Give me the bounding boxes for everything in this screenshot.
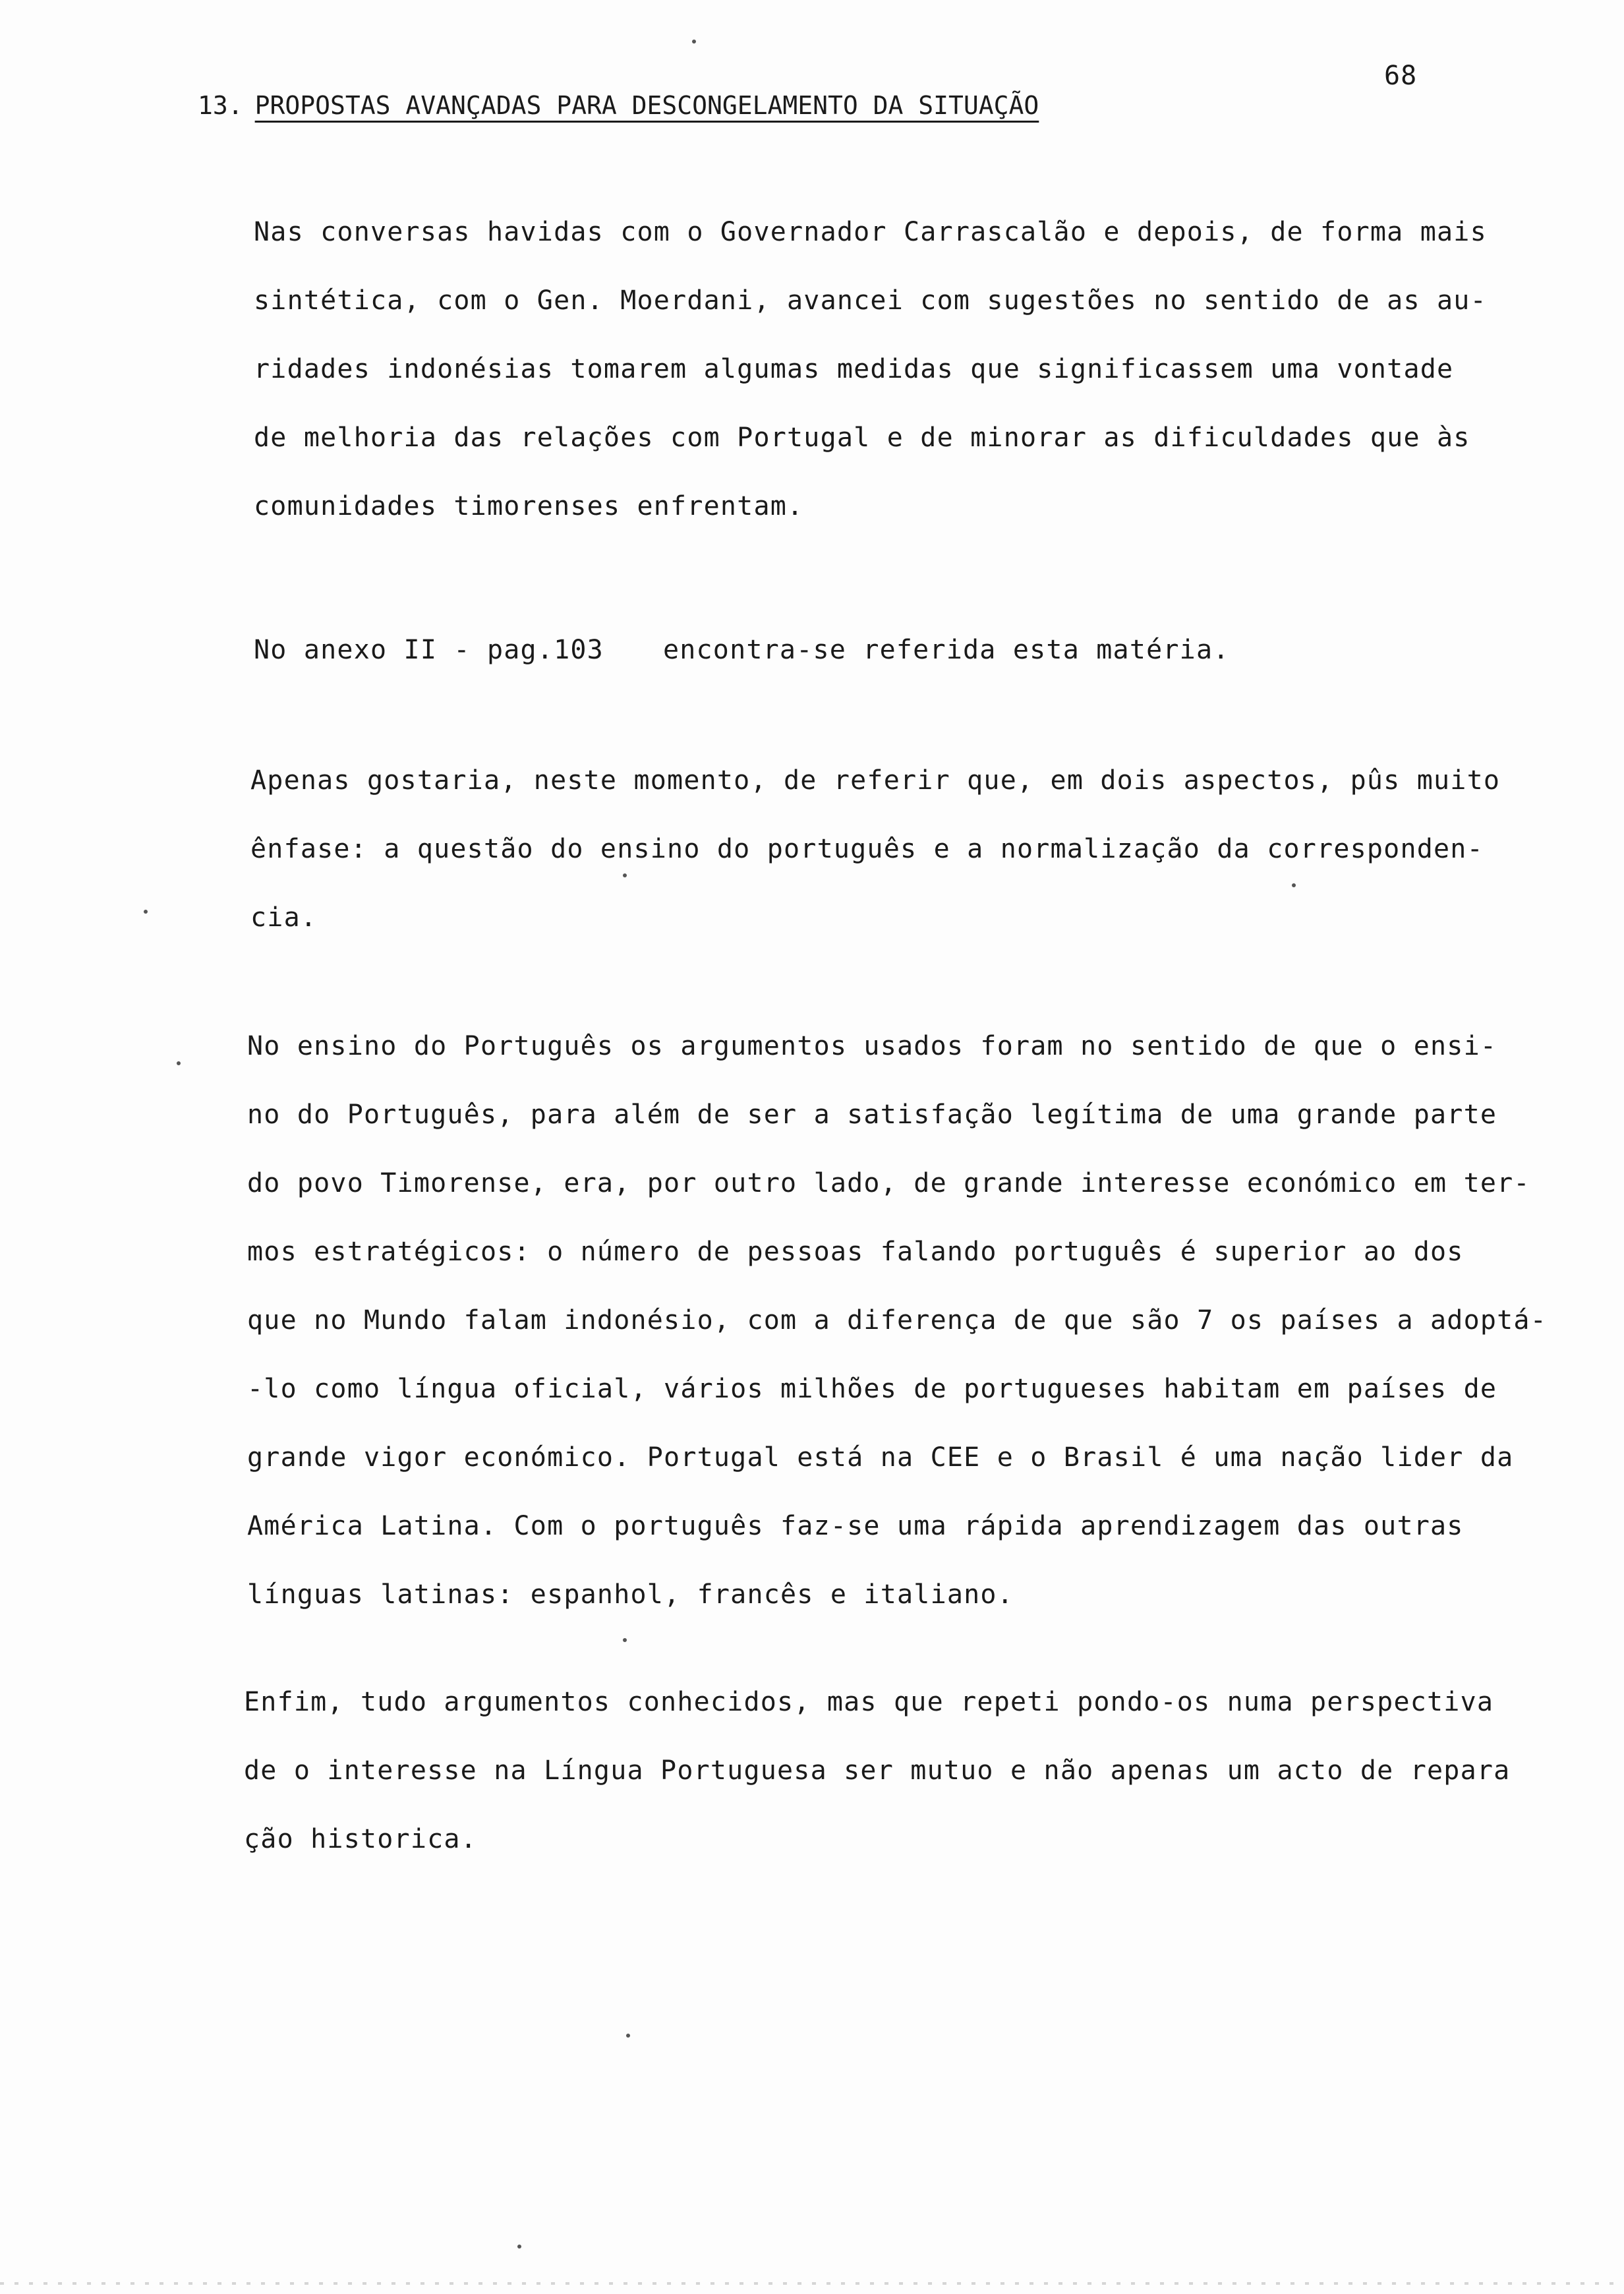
text-line: América Latina. Com o português faz-se uma rápida aprendizagem das outras bbox=[247, 1511, 1464, 1541]
text-line: do povo Timorense, era, por outro lado, de grande interesse económico em ter- bbox=[247, 1168, 1530, 1198]
text-line: Nas conversas havidas com o Governador Carrascalão e depois, de forma mais bbox=[254, 217, 1487, 247]
text-line: no do Português, para além de ser a satisfação legítima de uma grande parte bbox=[247, 1100, 1497, 1130]
text-line: ção historica. bbox=[244, 1824, 477, 1854]
scan-edge-noise bbox=[0, 2282, 1624, 2285]
scan-speck bbox=[623, 873, 627, 877]
annex-reference: No anexo II - pag.103 bbox=[254, 635, 604, 665]
text-line: mos estratégicos: o número de pessoas falando português é superior ao dos bbox=[247, 1237, 1464, 1267]
paragraph-4 bbox=[247, 1012, 1547, 1629]
text-line: grande vigor económico. Portugal está na CEE e o Brasil é uma nação lider da bbox=[247, 1442, 1514, 1473]
text-line: de melhoria das relações com Portugal e de minorar as dificuldades que às bbox=[254, 423, 1470, 453]
paragraph-2 bbox=[254, 616, 1532, 684]
scan-speck bbox=[692, 40, 696, 44]
text-line: comunidades timorenses enfrentam. bbox=[254, 491, 804, 521]
scan-speck bbox=[177, 1061, 181, 1065]
paragraph-5 bbox=[244, 1668, 1522, 1873]
annex-reference-text: encontra-se referida esta matéria. bbox=[662, 635, 1230, 665]
text-line: de o interesse na Língua Portuguesa ser mutuo e não apenas um acto de repara bbox=[244, 1755, 1511, 1786]
text-line: línguas latinas: espanhol, francês e italiano. bbox=[247, 1579, 1014, 1610]
scan-speck bbox=[517, 2245, 521, 2249]
section-number: 13. bbox=[198, 91, 243, 120]
paragraph-3 bbox=[250, 746, 1529, 952]
text-line: cia. bbox=[250, 902, 318, 933]
text-line: ridades indonésias tomarem algumas medidas que significassem uma vontade bbox=[254, 354, 1454, 384]
text-line: ênfase: a questão do ensino do português e a normalização da corresponden- bbox=[250, 834, 1484, 864]
scan-speck bbox=[623, 1638, 627, 1642]
text-line: No ensino do Português os argumentos usados foram no sentido de que o ensi- bbox=[247, 1031, 1497, 1061]
text-line: que no Mundo falam indonésio, com a diferença de que são 7 os países a adoptá- bbox=[247, 1305, 1547, 1336]
text-line: Enfim, tudo argumentos conhecidos, mas que repeti pondo-os numa perspectiva bbox=[244, 1687, 1494, 1717]
page-number: 68 bbox=[1384, 61, 1418, 91]
scan-speck bbox=[144, 910, 148, 914]
section-heading bbox=[198, 91, 1039, 120]
section-title: PROPOSTAS AVANÇADAS PARA DESCONGELAMENTO DA SITUAÇÃO bbox=[254, 91, 1039, 120]
paragraph-1 bbox=[254, 198, 1532, 541]
text-line: sintética, com o Gen. Moerdani, avancei com sugestões no sentido de as au- bbox=[254, 285, 1487, 316]
scan-speck bbox=[626, 2034, 630, 2038]
text-line: -lo como língua oficial, vários milhões de portugueses habitam em países de bbox=[247, 1374, 1497, 1404]
scan-speck bbox=[1292, 883, 1296, 887]
text-line: Apenas gostaria, neste momento, de referir que, em dois aspectos, pûs muito bbox=[250, 765, 1501, 796]
text-line bbox=[254, 616, 1532, 684]
